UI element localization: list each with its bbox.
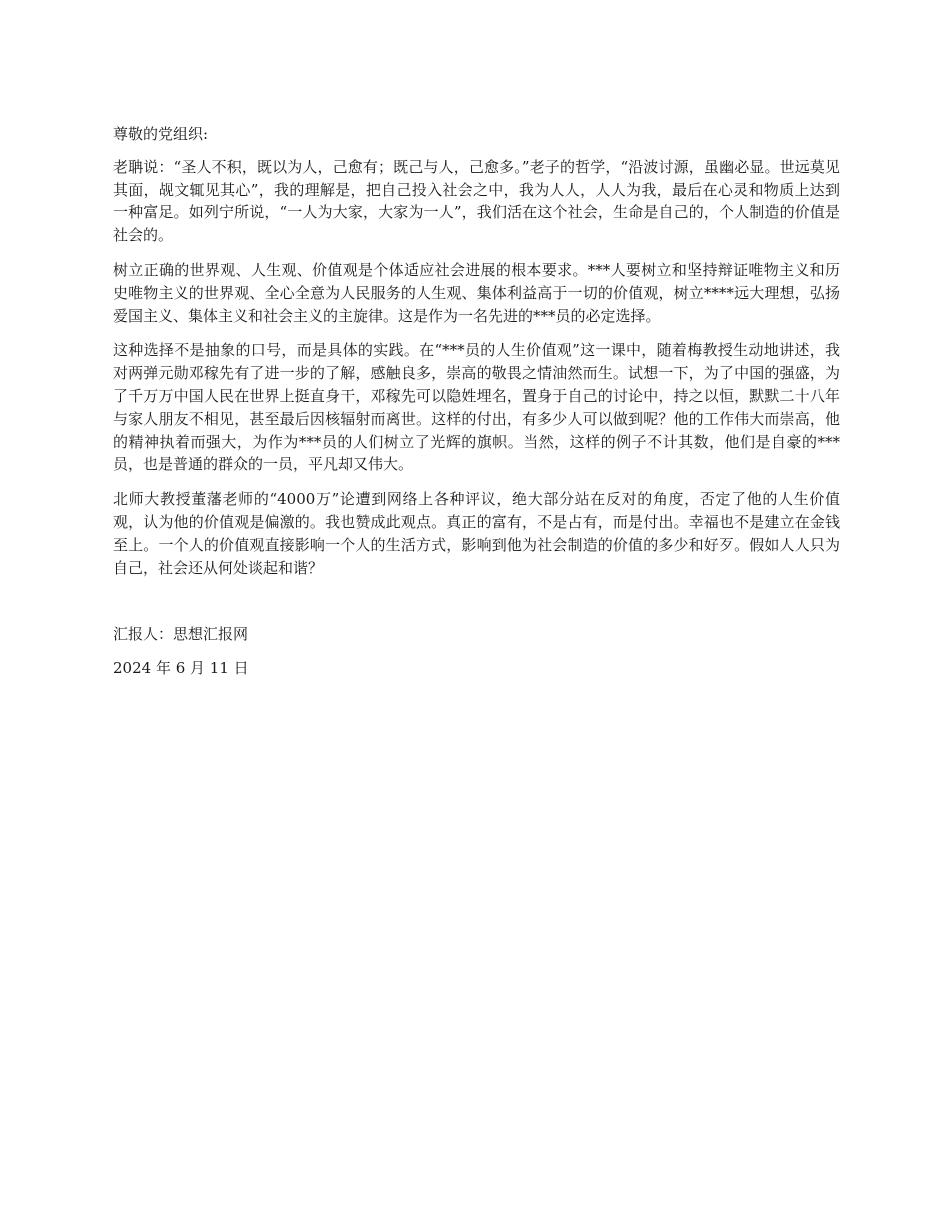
- spacer: [113, 591, 840, 623]
- body-paragraph-4: 北师大教授董藩老师的“4000万”论遭到网络上各种评议，绝大部分站在反对的角度，否定了他的人生价值观，认为他的价值观是偏激的。我也赞成此观点。真正的富有，不是占有，而是付出。幸福也不是建立在金钱至上。一个人的价值观直接影响一个人的生活方式，影响到他为社会制造的价值的多少和好歹。假如人人只为自己，社会还从何处谈起和谐？: [113, 490, 840, 577]
- report-date: 2024 年 6 月 11 日: [113, 659, 249, 678]
- body-paragraph-1: 老聃说：“圣人不积，既以为人，己愈有；既己与人，己愈多。”老子的哲学，“沿波讨源，虽幽必显。世远莫见其面，觇文辄见其心”，我的理解是，把自己投入社会之中，我为人人，人人为我，最后在心灵和物质上达到一种富足。如列宁所说，“一人为大家，大家为一人”，我们活在这个社会，生命是自己的，个人制造的价值是社会的。: [113, 157, 840, 245]
- salutation: 尊敬的党组织:: [113, 125, 209, 143]
- body-paragraph-3: 这种选择不是抽象的口号，而是具体的实践。在“***员的人生价值观”这一课中，随着梅教授生动地讲述，我对两弹元勋邓稼先有了进一步的了解，感触良多，崇高的敬畏之情油然而生。试想一下，为了中国的强盛，为了千万万中国人民在世界上挺直身干，邓稼先可以隐姓埋名，置身于自己的讨论中，持之以恒，默默二十八年与家人朋友不相见，甚至最后因核辐射而离世。这样的付出，有多少人可以做到呢？他的工作伟大而崇高，他的精神执着而强大，为作为***员的人们树立了光辉的旗帜。当然，这样的例子不计其数，他们是自豪的***员，也是普通的群众的一员，平凡却又伟大。: [113, 341, 840, 474]
- document-page: [113, 115, 840, 692]
- body-paragraph-2: 树立正确的世界观、人生观、价值观是个体适应社会进展的根本要求。***人要树立和坚持辩证唯物主义和历史唯物主义的世界观、全心全意为人民服务的人生观、集体利益高于一切的价值观，树立****远大理想，弘扬爱国主义、集体主义和社会主义的主旋律。这是作为一名先进的***员的必定选择。: [113, 260, 840, 325]
- signer-line: 汇报人：思想汇报网: [113, 625, 249, 644]
